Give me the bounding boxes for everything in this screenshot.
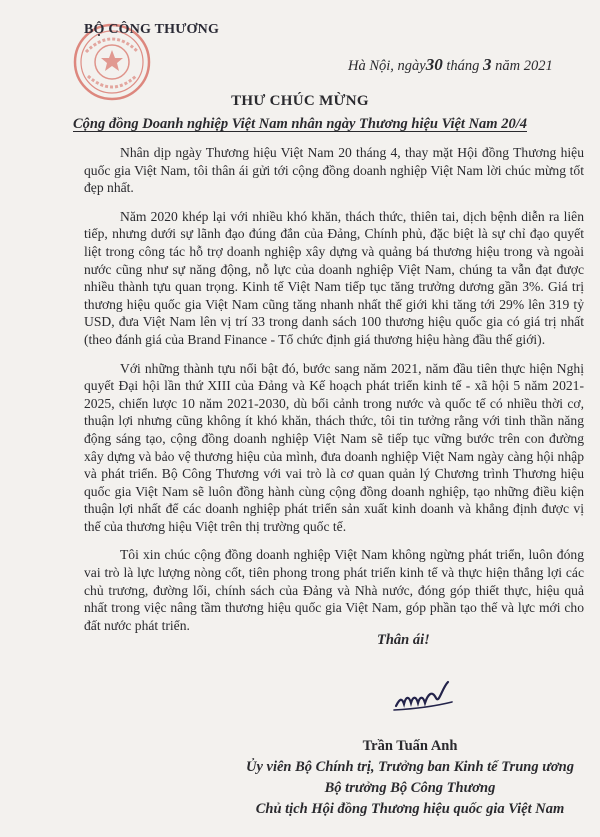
signer-role-3: Chủ tịch Hội đồng Thương hiệu quốc gia Việt Nam: [255, 801, 565, 817]
signer-block: [220, 736, 600, 820]
paragraph-4: Tôi xin chúc cộng đồng doanh nghiệp Việt Nam không ngừng phát triển, luôn đóng vai trò là lực lượng nòng cốt, tiên phong trong phát triển kinh tế và thực hiện thắng lợi các chủ trương, đường lối, chính sách của Đảng và Nhà nước, đóng góp thiết thực, hiệu quả nhất trong việc nâng tầm thương hiệu quốc gia Việt Nam, góp phần tạo thế và lực mới cho đất nước phát triển.: [84, 547, 584, 633]
date-month-label: tháng: [446, 58, 480, 74]
ministry-name: BỘ CÔNG THƯƠNG: [84, 22, 220, 37]
closing-greeting: Thân ái!: [377, 632, 430, 648]
letter-body: [84, 144, 584, 645]
letter-subtitle: Cộng đồng Doanh nghiệp Việt Nam nhân ngày Thương hiệu Việt Nam 20/4: [73, 116, 527, 132]
signer-name: Trần Tuấn Anh: [362, 738, 458, 754]
handwritten-signature-icon: [392, 676, 462, 716]
paragraph-2: Năm 2020 khép lại với nhiều khó khăn, thách thức, thiên tai, dịch bệnh diễn ra liên tiếp, nhưng dưới sự lãnh đạo đúng đắn của Đảng, Chính phủ, đặc biệt là sự chỉ đạo quyết liệt trong công tác hỗ trợ doanh nghiệp xây dựng và quảng bá thương hiệu trong và ngoài nước cũng như sự năng động, nỗ lực của doanh nghiệp Việt Nam, chúng ta vẫn đạt được nhiều thành tựu quan trọng. Kinh tế Việt Nam tiếp tục tăng trưởng dương gần 3%. Giá trị thương hiệu quốc gia Việt Nam cũng tăng nhanh nhất thế giới khi tăng tới 29% lên 319 tỷ USD, đưa Việt Nam lên vị trí 33 trong danh sách 100 thương hiệu quốc gia có giá trị nhất (theo đánh giá của Brand Finance - Tổ chức định giá thương hiệu hàng đầu thế giới).: [84, 208, 584, 347]
letter-title: THƯ CHÚC MỪNG: [231, 93, 369, 109]
signer-role-1: Ủy viên Bộ Chính trị, Trưởng ban Kinh tế Trung ương: [246, 759, 574, 775]
date-year: năm 2021: [495, 58, 553, 74]
date-prefix: Hà Nội, ngày: [348, 58, 426, 74]
date-month: 3: [483, 55, 492, 74]
date-day: 30: [425, 55, 443, 74]
paragraph-3: Với những thành tựu nổi bật đó, bước sang năm 2021, năm đầu tiên thực hiện Nghị quyết Đại hội lần thứ XIII của Đảng và Kế hoạch phát triển kinh tế - xã hội 5 năm 2021-2025, chiến lược 10 năm 2021-2030, dù bối cảnh trong nước và quốc tế có nhiều thời cơ, thuận lợi nhưng cũng không ít khó khăn, thách thức, tôi tin tưởng rằng với tinh thần năng động sáng tạo, cộng đồng doanh nghiệp Việt Nam sẽ tiếp tục vững bước trên con đường xây dựng và bảo vệ thương hiệu của mình, đưa doanh nghiệp Việt Nam ngày càng hội nhập và phát triển. Bộ Công Thương với vai trò là cơ quan quản lý Chương trình Thương hiệu quốc gia Việt Nam sẽ luôn đồng hành cùng cộng đồng doanh nghiệp, tạo những điều kiện thuận lợi nhất để các doanh nghiệp phát triển sản xuất kinh doanh và khẳng định được vị thế của thương hiệu Việt trên thị trường quốc tế.: [84, 360, 584, 534]
signer-role-2: Bộ trưởng Bộ Công Thương: [324, 780, 496, 796]
date-line: [348, 55, 553, 75]
paragraph-1: Nhân dịp ngày Thương hiệu Việt Nam 20 tháng 4, thay mặt Hội đồng Thương hiệu quốc gia Việt Nam, tôi thân ái gửi tới cộng đồng doanh nghiệp Việt Nam lời chúc mừng tốt đẹp nhất.: [84, 145, 584, 196]
